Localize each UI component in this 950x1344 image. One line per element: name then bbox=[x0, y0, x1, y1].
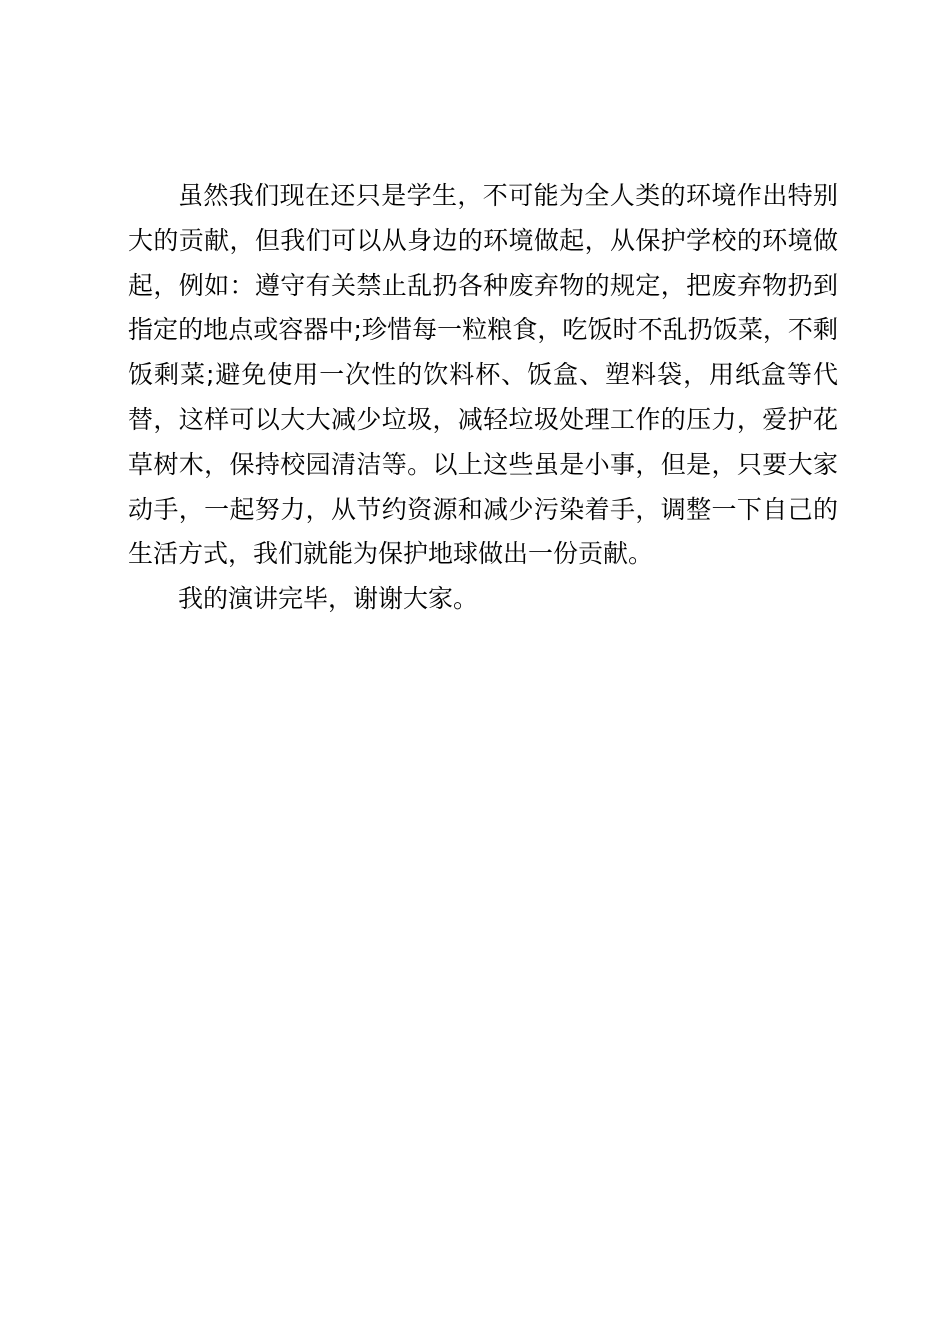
closing-paragraph: 我的演讲完毕，谢谢大家。 bbox=[178, 584, 479, 614]
body-paragraph: 虽然我们现在还只是学生，不可能为全人类的环境作出特别大的贡献，但我们可以从身边的环境做起，从保护学校的环境做起，例如：遵守有关禁止乱扔各种废弃物的规定，把废弃物扔到指定的地点或容器中;珍惜每一粒粮食，吃饭时不乱扔饭菜，不剩饭剩菜;避免使用一次性的饮料杯、饭盒、塑料袋，用纸盒等代替，这样可以大大减少垃圾，减轻垃圾处理工作的压力，爱护花草树木，保持校园清洁等。以上这些虽是小事，但是，只要大家动手，一起努力，从节约资源和减少污染着手，调整一下自己的生活方式，我们就能为保护地球做出一份贡献。 bbox=[128, 181, 838, 569]
document-body bbox=[128, 174, 838, 622]
